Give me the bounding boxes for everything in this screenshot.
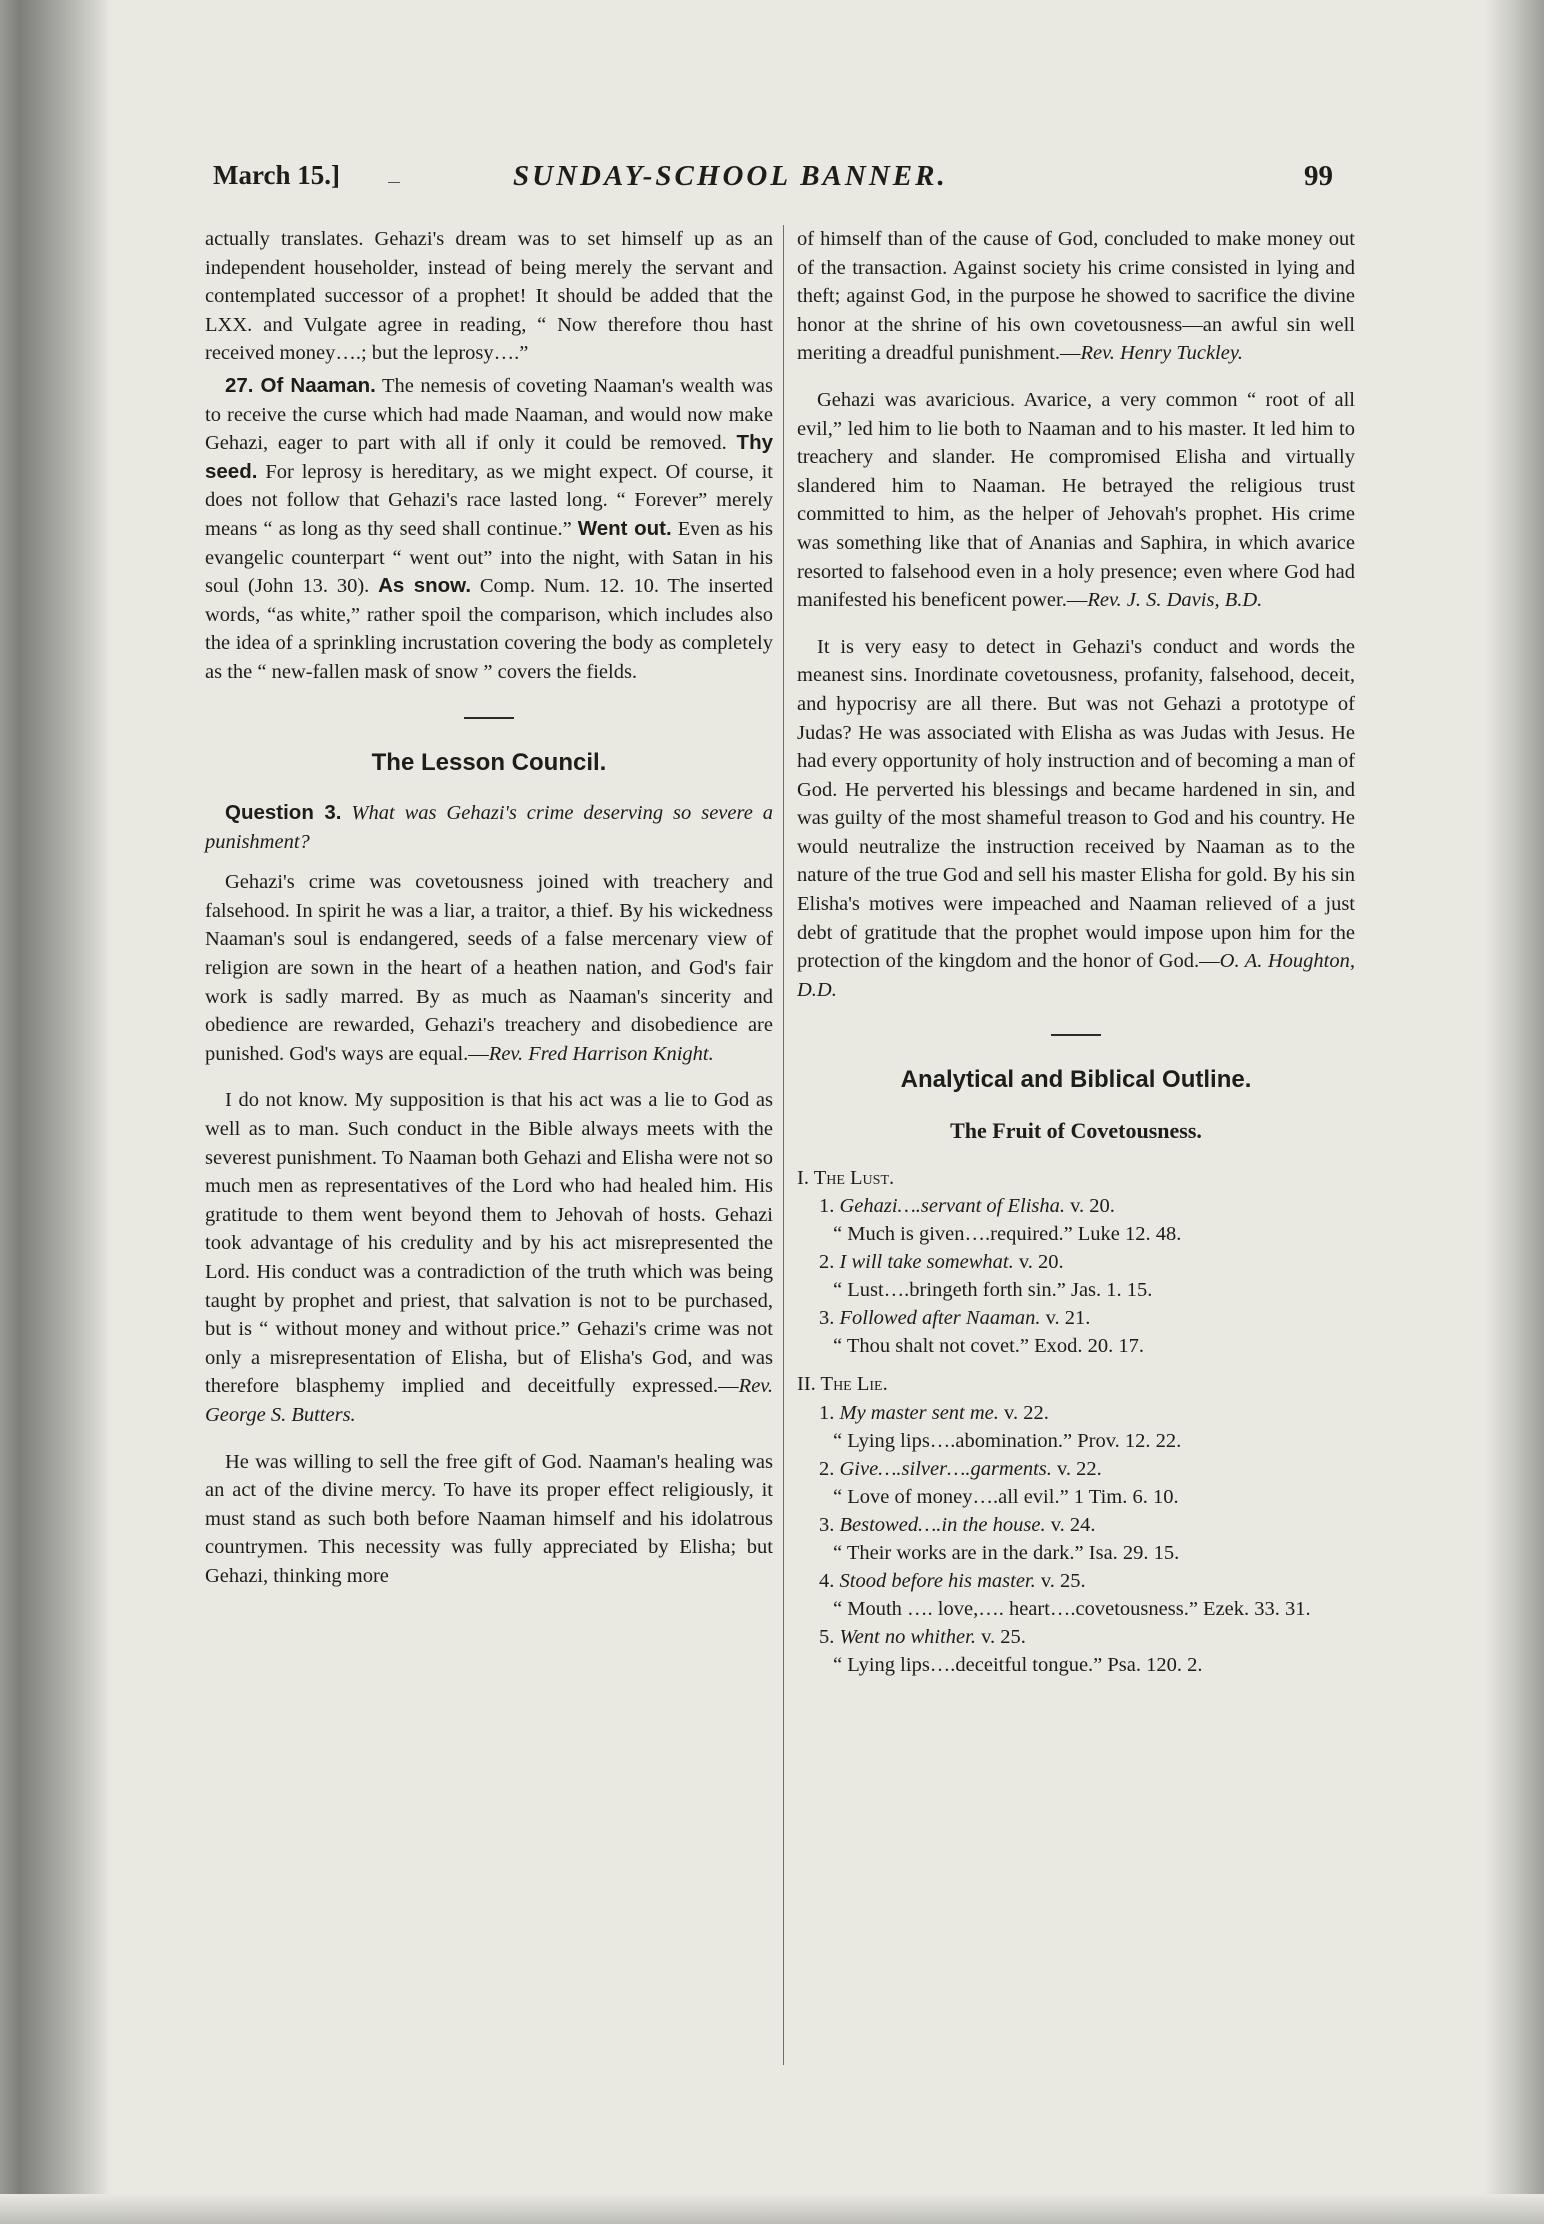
outline-quote: “ Lying lips….abomination.” Prov. 12. 22. [833, 1429, 1182, 1452]
outline-item-text: Bestowed….in the house. [839, 1513, 1046, 1536]
outline-item-verse: v. 25. [981, 1625, 1026, 1648]
column-divider [783, 225, 784, 2065]
scan-edge-left [0, 0, 110, 2224]
outline-item-number: 2. [819, 1251, 835, 1274]
answer-author: Rev. Fred Harrison Knight. [488, 1042, 714, 1065]
outline-item-text: I will take somewhat. [839, 1251, 1014, 1274]
note-27 [205, 372, 773, 687]
right-column [797, 225, 1355, 1679]
outline-item-verse: v. 20. [1070, 1195, 1115, 1218]
outline-item-verse: v. 24. [1050, 1513, 1096, 1536]
running-title: SUNDAY-SCHOOL BANNER. [513, 160, 948, 192]
outline-part-heading [797, 1370, 1355, 1399]
answer-text: It is very easy to detect in Gehazi's conduct and words the meanest sins. Inordinate covetousness, profanity, falsehood, deceit, and hypocrisy are all there. But was not Gehazi a prototype of Judas? He was associated with Elisha as was Judas with Jesus. He had every opportunity of holy instruction and of becoming a man of God. He perverted his blessings and became hardened in sin, and was guilty of the most shameful treason to God and his country. He would neutralize the instruction received by Naaman as to the nature of the true God and sell his master Elisha for gold. By his sin Elisha's motives were impeached and Naaman relieved of a just debt of gratitude that the prophet would impose upon him for the protection of the kingdom and the honor of God.— [797, 635, 1355, 973]
outline-list [797, 1164, 1355, 1679]
answer-knight [205, 868, 773, 1068]
note-27-label: 27. Of Naaman. [225, 373, 376, 397]
outline-part-heading [797, 1164, 1355, 1193]
outline-item-verse: v. 22. [1057, 1457, 1102, 1480]
outline-item-number: 3. [819, 1307, 835, 1330]
outline-item-number: 1. [819, 1195, 835, 1218]
outline-item [797, 1623, 1355, 1651]
note-27-text-2: For leprosy is hereditary, as we might expect. Of course, it does not follow that Gehazi's race lasted long. “ Forever” merely means “ as long as thy seed shall continue.” [205, 460, 774, 540]
scan-edge-bottom [0, 2194, 1544, 2224]
outline-item [797, 1399, 1355, 1427]
outline-item-number: 1. [819, 1401, 835, 1424]
outline-item-text: Give….silver….garments. [839, 1457, 1052, 1480]
note-27-text-1: The nemesis of coveting Naaman's wealth was to receive the curse which had made Naaman, and would now make Gehazi, eager to part with all if only it could be removed. [205, 374, 773, 455]
answer-tuckley-start: He was willing to sell the free gift of God. Naaman's healing was an act of the divine mercy. To have its proper effect religiously, it must stand as such both before Naaman himself and his idolatrous countrymen. This necessity was fully appreciated by Elisha; but Gehazi, thinking more [205, 1450, 773, 1587]
outline-item-verse: v. 25. [1040, 1569, 1086, 1592]
outline-item-text: My master sent me. [839, 1401, 999, 1424]
question-3 [205, 799, 773, 856]
outline-item-text: Stood before his master. [839, 1569, 1036, 1592]
outline-quote: “ Lust….bringeth forth sin.” Jas. 1. 15. [833, 1279, 1153, 1302]
outline-item [797, 1567, 1355, 1595]
lesson-council-heading: The Lesson Council. [371, 748, 607, 776]
note-27-term-1: Thy seed. [205, 431, 773, 483]
outline-part-number: II. [797, 1373, 816, 1396]
note-27-term-3: As snow. [378, 574, 472, 598]
outline-item-number: 3. [819, 1513, 835, 1536]
answer-author: Rev. J. S. Davis, B.D. [1087, 589, 1263, 612]
running-head [213, 160, 1353, 210]
outline-item [797, 1455, 1355, 1483]
answer-text: I do not know. My supposition is that his act was a lie to God as well as to man. Such conduct in the Bible always meets with the severest punishment. To Naaman both Gehazi and Elisha were not so much men as representatives of the Lord who had healed him. His gratitude to them went beyond them to Jehovah of hosts. Gehazi took advantage of his credulity and by his act misrepresented the Lord. His conduct was a contradiction of the truth which was being taught by prophet and priest, that salvation is not to be purchased, but is “ without money and without price.” Gehazi's crime was not only a misrepresentation of Elisha, but of Elisha's God, and was therefore blasphemy implied and deceitfully expressed.— [205, 1089, 773, 1398]
answer-text: Gehazi was avaricious. Avarice, a very common “ root of all evil,” led him to lie both to Naaman and to his master. It led him to treachery and slander. He compromised Elisha and virtually slandered him to Naaman. He betrayed the religious trust committed to him, as the helper of Jehovah's prophet. His crime was something like that of Ananias and Saphira, in which avarice resorted to falsehood even in a holy presence; even where God had manifested his beneficent power.— [797, 388, 1355, 612]
page-number: 99 [1304, 160, 1333, 192]
outline-quote: “ Much is given….required.” Luke 12. 48. [833, 1223, 1182, 1246]
answer-tuckley-end [797, 225, 1355, 368]
answer-text: Gehazi's crime was covetousness joined with treachery and falsehood. In spirit he was a liar, a traitor, a thief. By his wickedness Naaman's soul is endangered, seeds of a false mercenary view of religion are sown in the heart of a heathen nation, and God's fair work is sadly marred. By as much as Naaman's sincerity and obedience are rewarded, Gehazi's treachery and disobedience are punished. God's ways are equal.— [205, 871, 773, 1065]
outline-item-text: Followed after Naaman. [839, 1307, 1041, 1330]
running-rule [388, 182, 400, 183]
outline-quote: “ Love of money….all evil.” 1 Tim. 6. 10. [833, 1485, 1179, 1508]
outline-item [797, 1511, 1355, 1539]
outline-part-title: The Lust. [813, 1166, 895, 1189]
note-27-term-2: Went out. [577, 516, 672, 540]
outline-subheading: The Fruit of Covetousness. [950, 1118, 1202, 1144]
outline-item-text: Gehazi….servant of Elisha. [839, 1195, 1065, 1218]
outline-item [797, 1304, 1355, 1332]
outline-item-number: 5. [819, 1625, 835, 1648]
running-date: March 15.] [213, 160, 340, 190]
outline-item [797, 1248, 1355, 1276]
outline-item-verse: v. 22. [1004, 1401, 1049, 1424]
outline-quote: “ Mouth …. love,…. heart….covetousness.” Ezek. 33. 31. [833, 1597, 1311, 1620]
outline-quote: “ Lying lips….deceitful tongue.” Psa. 120. 2. [833, 1653, 1203, 1676]
answer-text: of himself than of the cause of God, concluded to make money out of the transaction. Against society his crime consisted in lying and theft; against God, in the purpose he showed to sacrifice the divine honor at the shrine of his own covetousness—an awful sin well meriting a dreadful punishment.— [797, 228, 1355, 365]
outline-part-title: The Lie. [820, 1373, 888, 1396]
outline-quote: “ Thou shalt not covet.” Exod. 20. 17. [833, 1335, 1145, 1358]
outline-quote: “ Their works are in the dark.” Isa. 29. 15. [833, 1541, 1180, 1564]
outline-item-number: 4. [819, 1569, 835, 1592]
answer-houghton [797, 633, 1355, 1005]
outline-heading: Analytical and Biblical Outline. [900, 1066, 1252, 1094]
outline-item [797, 1192, 1355, 1220]
page [195, 150, 1355, 2170]
opening-paragraph: actually translates. Gehazi's dream was to set himself up as an independent householder, instead of being merely the servant and contemplated successor of a prophet! It should be added that the LXX. and Vulgate agree in reading, “ Now therefore thou hast received money….; but the leprosy….” [205, 228, 773, 365]
outline-item-text: Went no whither. [839, 1625, 976, 1648]
answer-author: Rev. Henry Tuckley. [1080, 342, 1243, 365]
answer-author: Rev. George S. Butters. [205, 1375, 773, 1426]
section-rule [464, 717, 514, 719]
scan-edge-right [1484, 0, 1544, 2224]
answer-butters [205, 1086, 773, 1429]
answer-davis [797, 386, 1355, 615]
outline-item-number: 2. [819, 1457, 835, 1480]
question-label: Question 3. [225, 801, 342, 825]
section-rule [1051, 1034, 1101, 1036]
note-27-text-4: Comp. Num. 12. 10. The inserted words, “as white,” rather spoil the comparison, which includes also the idea of a sprinkling incrustation covering the body as completely as the “ new-fallen mask of snow ” covers the fields. [205, 575, 774, 683]
answer-author: O. A. Houghton, D.D. [797, 950, 1355, 1001]
question-text: What was Gehazi's crime deserving so severe a punishment? [205, 802, 773, 853]
outline-part-number: I. [797, 1166, 809, 1189]
left-column [205, 225, 773, 1591]
note-27-text-3: Even as his evangelic counterpart “ went out” into the night, with Satan in his soul (John 13. 30). [205, 517, 774, 598]
outline-item-verse: v. 20. [1018, 1251, 1064, 1274]
outline-item-verse: v. 21. [1045, 1307, 1091, 1330]
